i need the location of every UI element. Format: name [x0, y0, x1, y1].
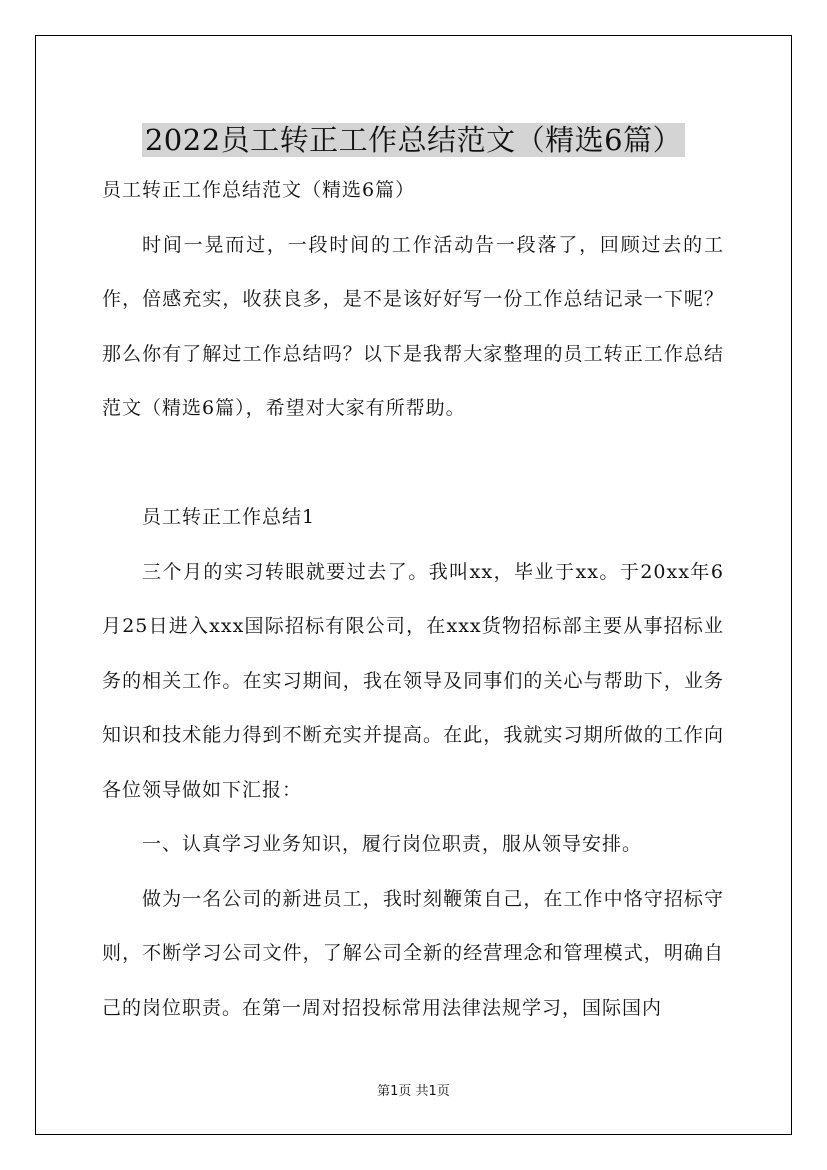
- document-body: [102, 163, 724, 1035]
- body-paragraph: 做为一名公司的新进员工，我时刻鞭策自己，在工作中恪守招标守则，不断学习公司文件，了解公司全新的经营理念和管理模式，明确自己的岗位职责。在第一周对招投标常用法律法规学习，国际国内: [102, 887, 724, 1019]
- document-subtitle: 员工转正工作总结范文（精选6篇）: [102, 179, 416, 201]
- section-heading: 员工转正工作总结1: [142, 506, 316, 528]
- document-title: [0, 119, 827, 161]
- section-spacer: [102, 436, 724, 491]
- intro-paragraph: 时间一晃而过，一段时间的工作活动告一段落了，回顾过去的工作，倍感充实，收获良多，是不是该好好写一份工作总结记录一下呢？那么你有了解过工作总结吗？以下是我帮大家整理的员工转正工作总结范文（精选6篇），希望对大家有所帮助。: [102, 233, 724, 419]
- document-title-text: 2022员工转正工作总结范文（精选6篇）: [142, 123, 685, 157]
- body-paragraph: 三个月的实习转眼就要过去了。我叫xx，毕业于xx。于20xx年6月25日进入xxx国际招标有限公司，在xxx货物招标部主要从事招标业务的相关工作。在实习期间，我在领导及同事们的关心与帮助下，业务知识和技术能力得到不断充实并提高。在此，我就实习期所做的工作向各位领导做如下汇报：: [102, 560, 724, 801]
- list-point: 一、认真学习业务知识，履行岗位职责，服从领导安排。: [142, 833, 643, 855]
- page-footer: 第1页 共1页: [377, 1084, 450, 1099]
